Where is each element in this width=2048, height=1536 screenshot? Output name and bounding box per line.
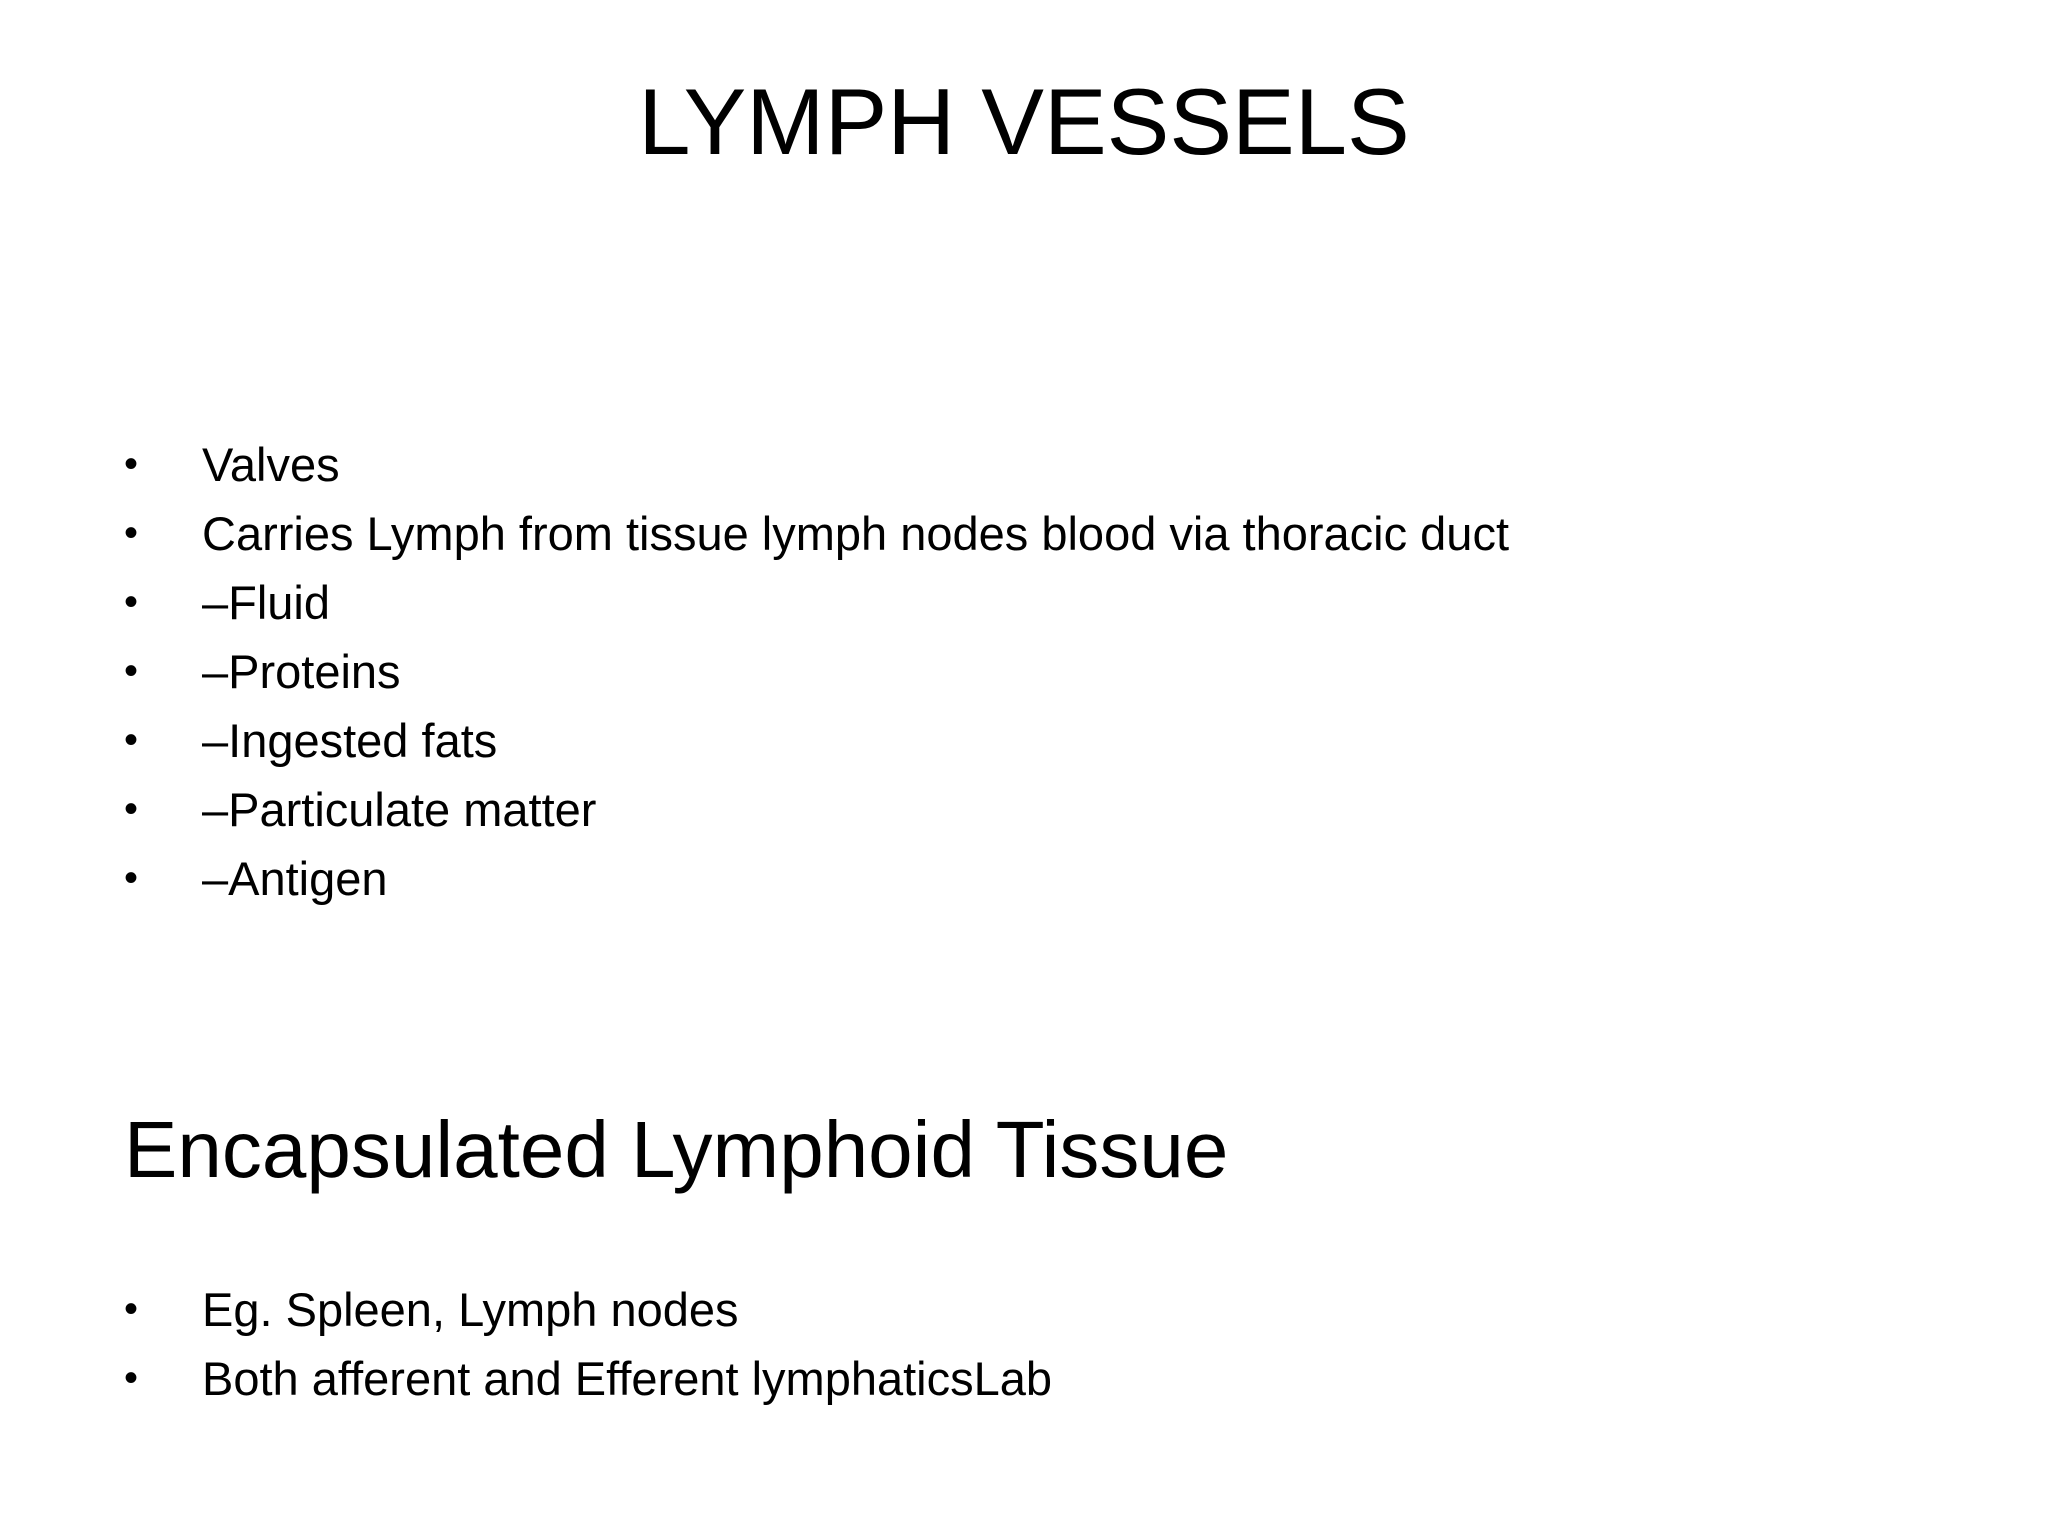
bullet-text: Both afferent and Efferent lymphaticsLab — [202, 1352, 1053, 1405]
bullet-text: –Fluid — [202, 576, 331, 629]
list-item — [124, 637, 1509, 706]
bullet-icon: • — [124, 856, 139, 900]
tissue-bullet-list — [124, 1275, 1052, 1413]
bullet-text: –Particulate matter — [202, 783, 597, 836]
bullet-text: –Ingested fats — [202, 714, 498, 767]
bullet-icon: • — [124, 1287, 139, 1331]
bullet-icon: • — [124, 787, 139, 831]
list-item — [124, 775, 1509, 844]
list-item — [124, 1344, 1052, 1413]
bullet-icon: • — [124, 442, 139, 486]
vessels-bullet-list — [124, 430, 1509, 913]
list-item — [124, 499, 1509, 568]
list-item — [124, 430, 1509, 499]
list-item — [124, 844, 1509, 913]
bullet-text: –Proteins — [202, 645, 401, 698]
bullet-text: Eg. Spleen, Lymph nodes — [202, 1283, 739, 1336]
bullet-text: Valves — [202, 438, 340, 491]
bullet-text: Carries Lymph from tissue lymph nodes blood via thoracic duct — [202, 507, 1510, 560]
list-item — [124, 1275, 1052, 1344]
bullet-text: –Antigen — [202, 852, 388, 905]
bullet-icon: • — [124, 718, 139, 762]
list-item — [124, 568, 1509, 637]
list-item — [124, 706, 1509, 775]
bullet-icon: • — [124, 511, 139, 555]
slide-title: LYMPH VESSELS — [638, 69, 1410, 174]
bullet-icon: • — [124, 649, 139, 693]
bullet-icon: • — [124, 580, 139, 624]
section-heading: Encapsulated Lymphoid Tissue — [124, 1105, 1229, 1194]
bullet-icon: • — [124, 1356, 139, 1400]
